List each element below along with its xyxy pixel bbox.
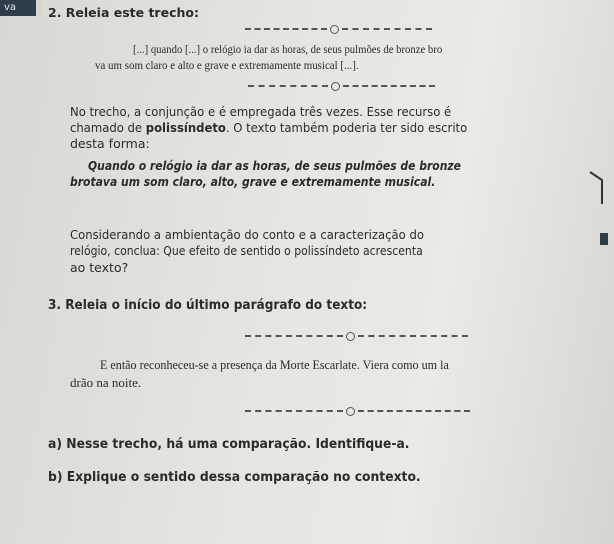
page-tab-marker: va — [0, 0, 36, 16]
quote-line: drão na noite. — [70, 375, 142, 390]
rewrite-line: brotava um som claro, alto, grave e extremamente musical. — [70, 175, 436, 189]
paragraph-line: No trecho, a conjunção e é empregada três vezes. Esse recurso é — [70, 104, 452, 119]
paragraph-line: chamado de polissíndeto. O texto também poderia ter sido escrito — [70, 120, 468, 135]
paragraph-line: Considerando a ambientação do conto e a caracterização do — [70, 227, 424, 242]
margin-mark — [600, 233, 608, 245]
paragraph-line: relógio, conclua: Que efeito de sentido o polissíndeto acrescenta — [70, 243, 423, 258]
divider-dashed — [245, 24, 432, 34]
quote-line: [...] quando [...] o relógio ia dar as horas, de seus pulmões de bronze bro — [133, 44, 443, 56]
question-3-heading: 3. Releia o início do último parágrafo do texto: — [48, 298, 368, 313]
divider-dashed — [248, 81, 435, 91]
divider-dashed — [245, 331, 468, 341]
question-2-heading: 2. Releia este trecho: — [48, 5, 199, 20]
paragraph-line: desta forma: — [70, 136, 150, 151]
bracket-icon — [588, 170, 606, 206]
item-a: a) Nesse trecho, há uma comparação. Identifique-a. — [48, 437, 410, 452]
divider-dashed — [245, 406, 470, 416]
term-polissindeto: polissíndeto — [145, 120, 226, 135]
rewrite-line: Quando o relógio ia dar as horas, de seus pulmões de bronze — [88, 159, 462, 173]
item-b: b) Explique o sentido dessa comparação no contexto. — [48, 470, 421, 485]
paragraph-line: ao texto? — [70, 260, 129, 275]
quote-line: va um som claro e alto e grave e extremamente musical [...]. — [95, 60, 359, 72]
quote-line: E então reconheceu-se a presença da Morte Escarlate. Viera como um la — [100, 357, 449, 372]
